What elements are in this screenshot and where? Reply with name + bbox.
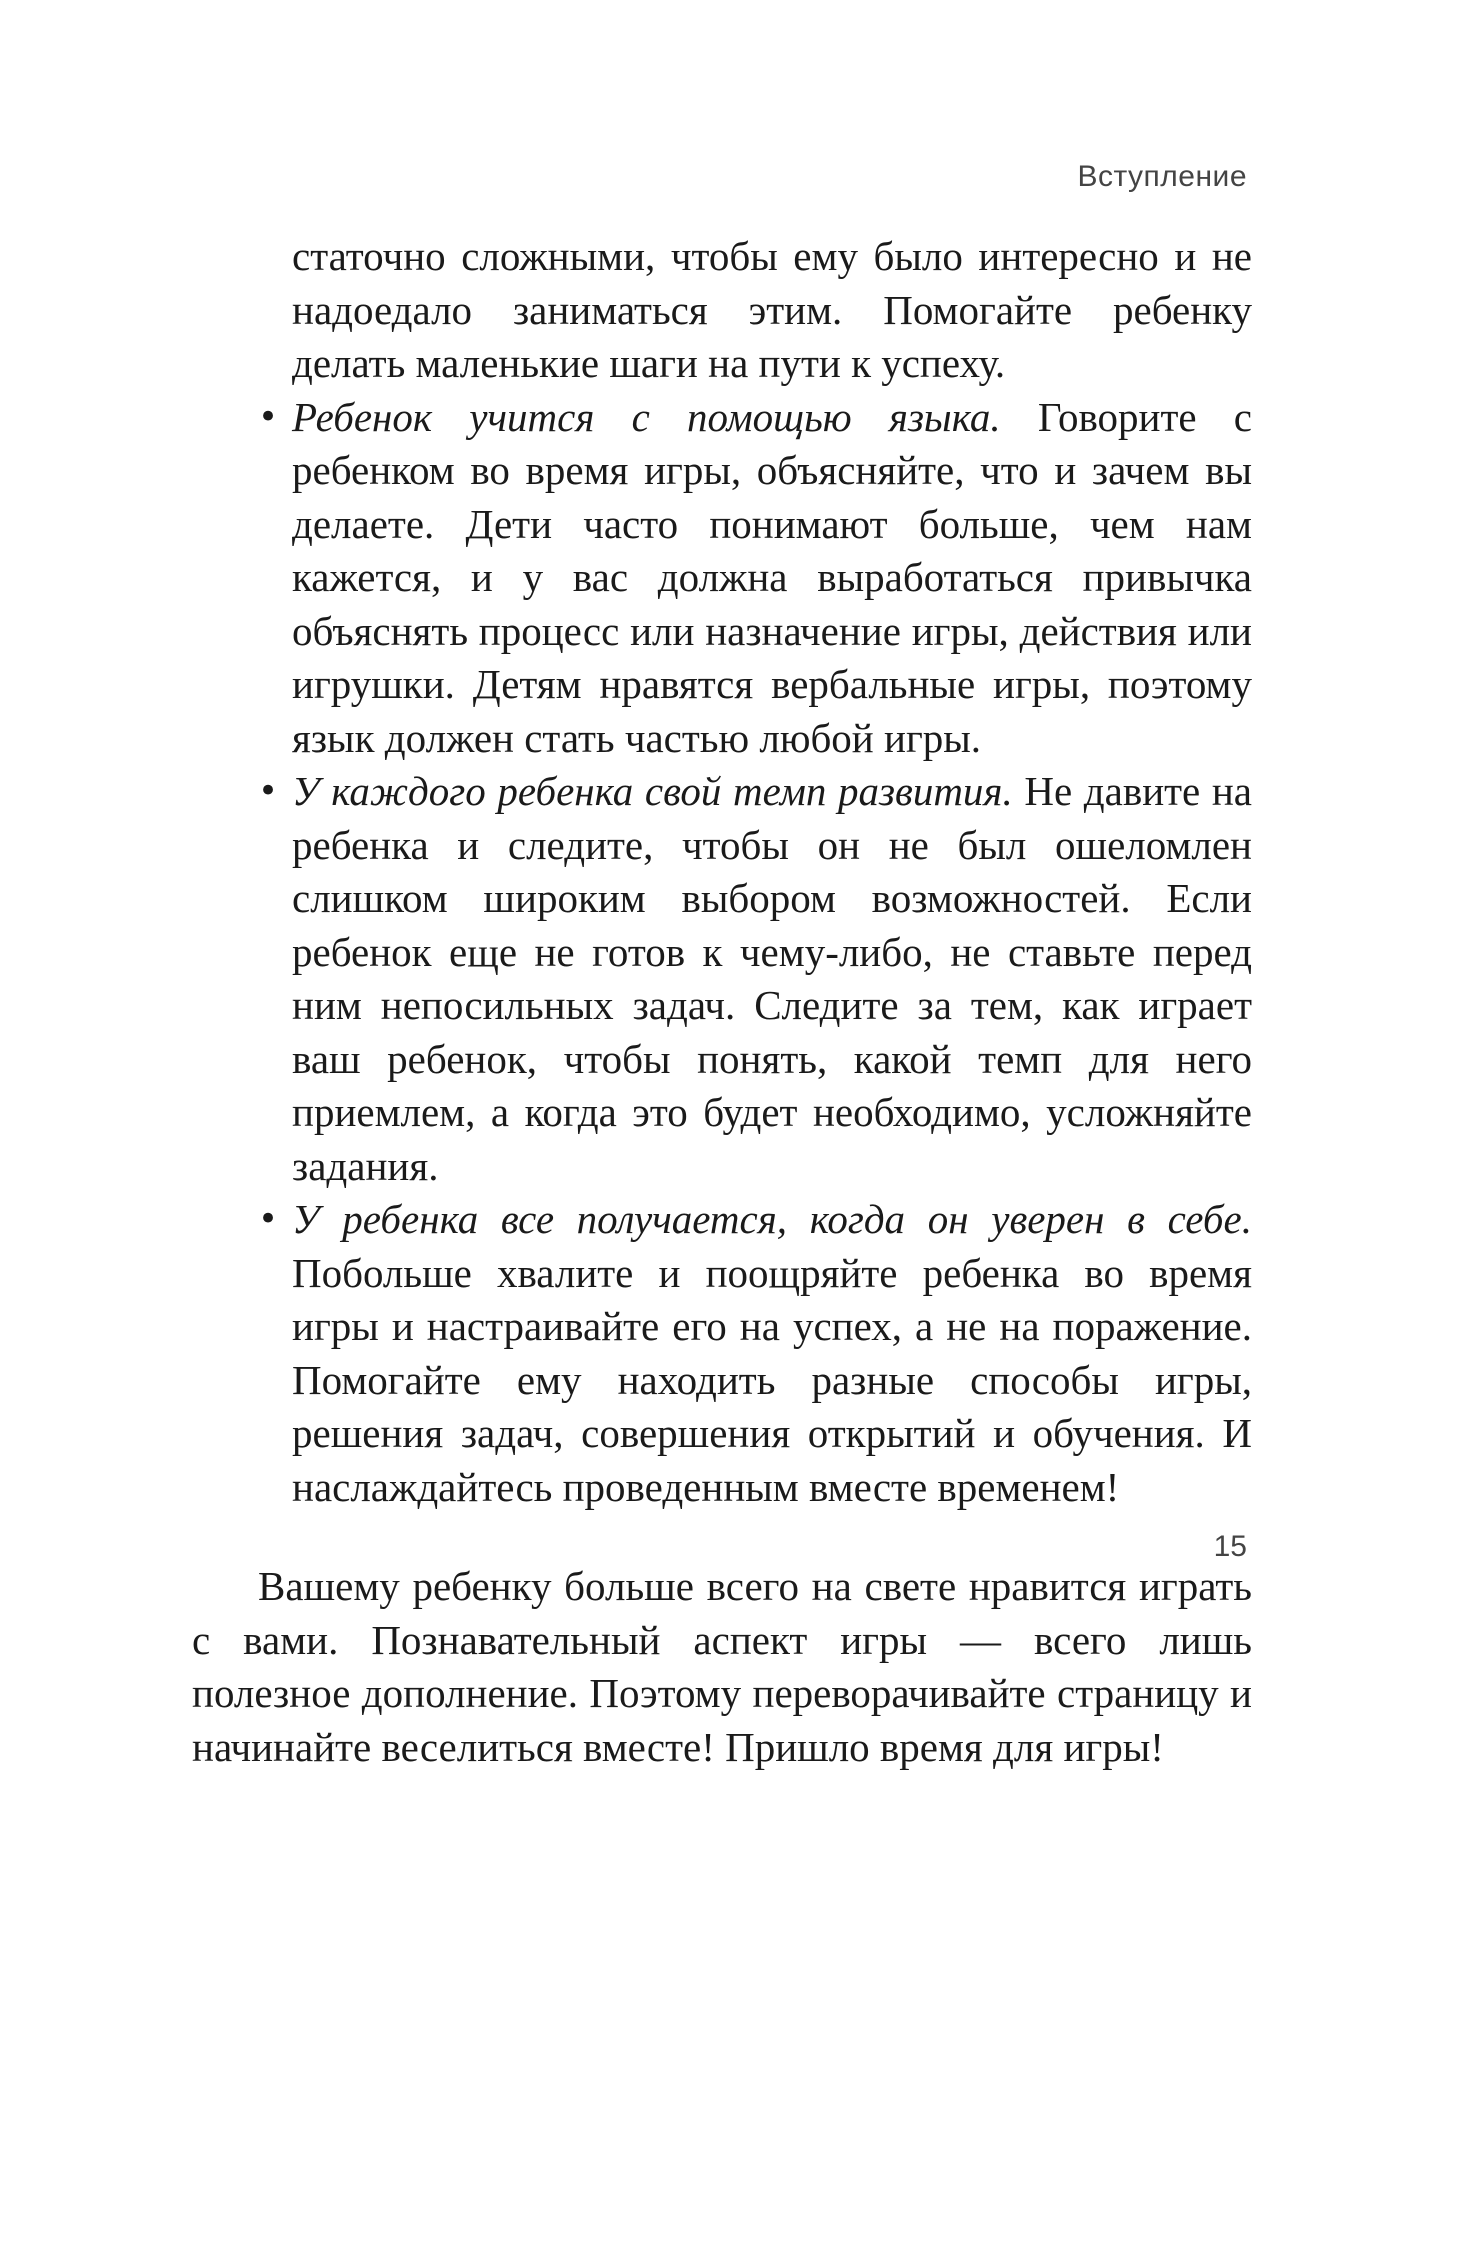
bullet-icon: • [258,1199,279,1239]
list-item-text: Не давите на ребенка и следите, чтобы он не был ошеломлен слишком широким выбором возможностей. Если ребенок еще не готов к чему-либо, не ставьте перед ним непосильных задач. Следите за тем, как играет ваш ребенок, чтобы понять, какой темп для него приемлем, а когда это будет необходимо, усложняйте задания. [292,768,1252,1189]
page-number: 15 [1213,1530,1247,1563]
list-item-lead: Ребенок учится с помощью языка. [292,393,1038,440]
page-body [192,230,1252,1774]
list-item-lead: У каждого ребенка свой темп развития. [292,768,1025,814]
bullet-icon: • [258,396,279,437]
list-item [192,1193,1252,1514]
list-item [192,765,1252,1193]
closing-paragraph: Вашему ребенку больше всего на свете нравится играть с вами. Познавательный аспект игры — всего лишь полезное дополнение. Поэтому переворачивайте страницу и начинайте веселиться вместе! Пришло время для игры! [192,1563,1252,1770]
list-item-text: Говорите с ребенком во время игры, объясняйте, что и зачем вы делаете. Дети часто понимают больше, чем нам кажется, и у вас должна выработаться привычка объяснять процесс или назначение игры, действия или игрушки. Детям нравятся вербальные игры, поэтому язык должен стать частью любой игры. [292,393,1252,761]
list-item-text: Побольше хвалите и поощряйте ребенка во время игры и настраивайте его на успех, а не на поражение. Помогайте ему находить разные способы игры, решения задач, совершения открытий и обучения. И наслаждайтесь проведенным вместе временем! [292,1249,1252,1510]
tips-list [192,391,1252,1515]
list-item [192,391,1252,766]
continued-paragraph: статочно сложными, чтобы ему было интересно и не надоедало заниматься этим. Помогайте ребенку делать маленькие шаги на пути к успеху. [292,233,1252,386]
running-head: Вступление [1077,160,1247,193]
bullet-icon: • [258,771,279,811]
list-item-lead: У ребенка все получается, когда он уверен в себе. [292,1196,1252,1242]
